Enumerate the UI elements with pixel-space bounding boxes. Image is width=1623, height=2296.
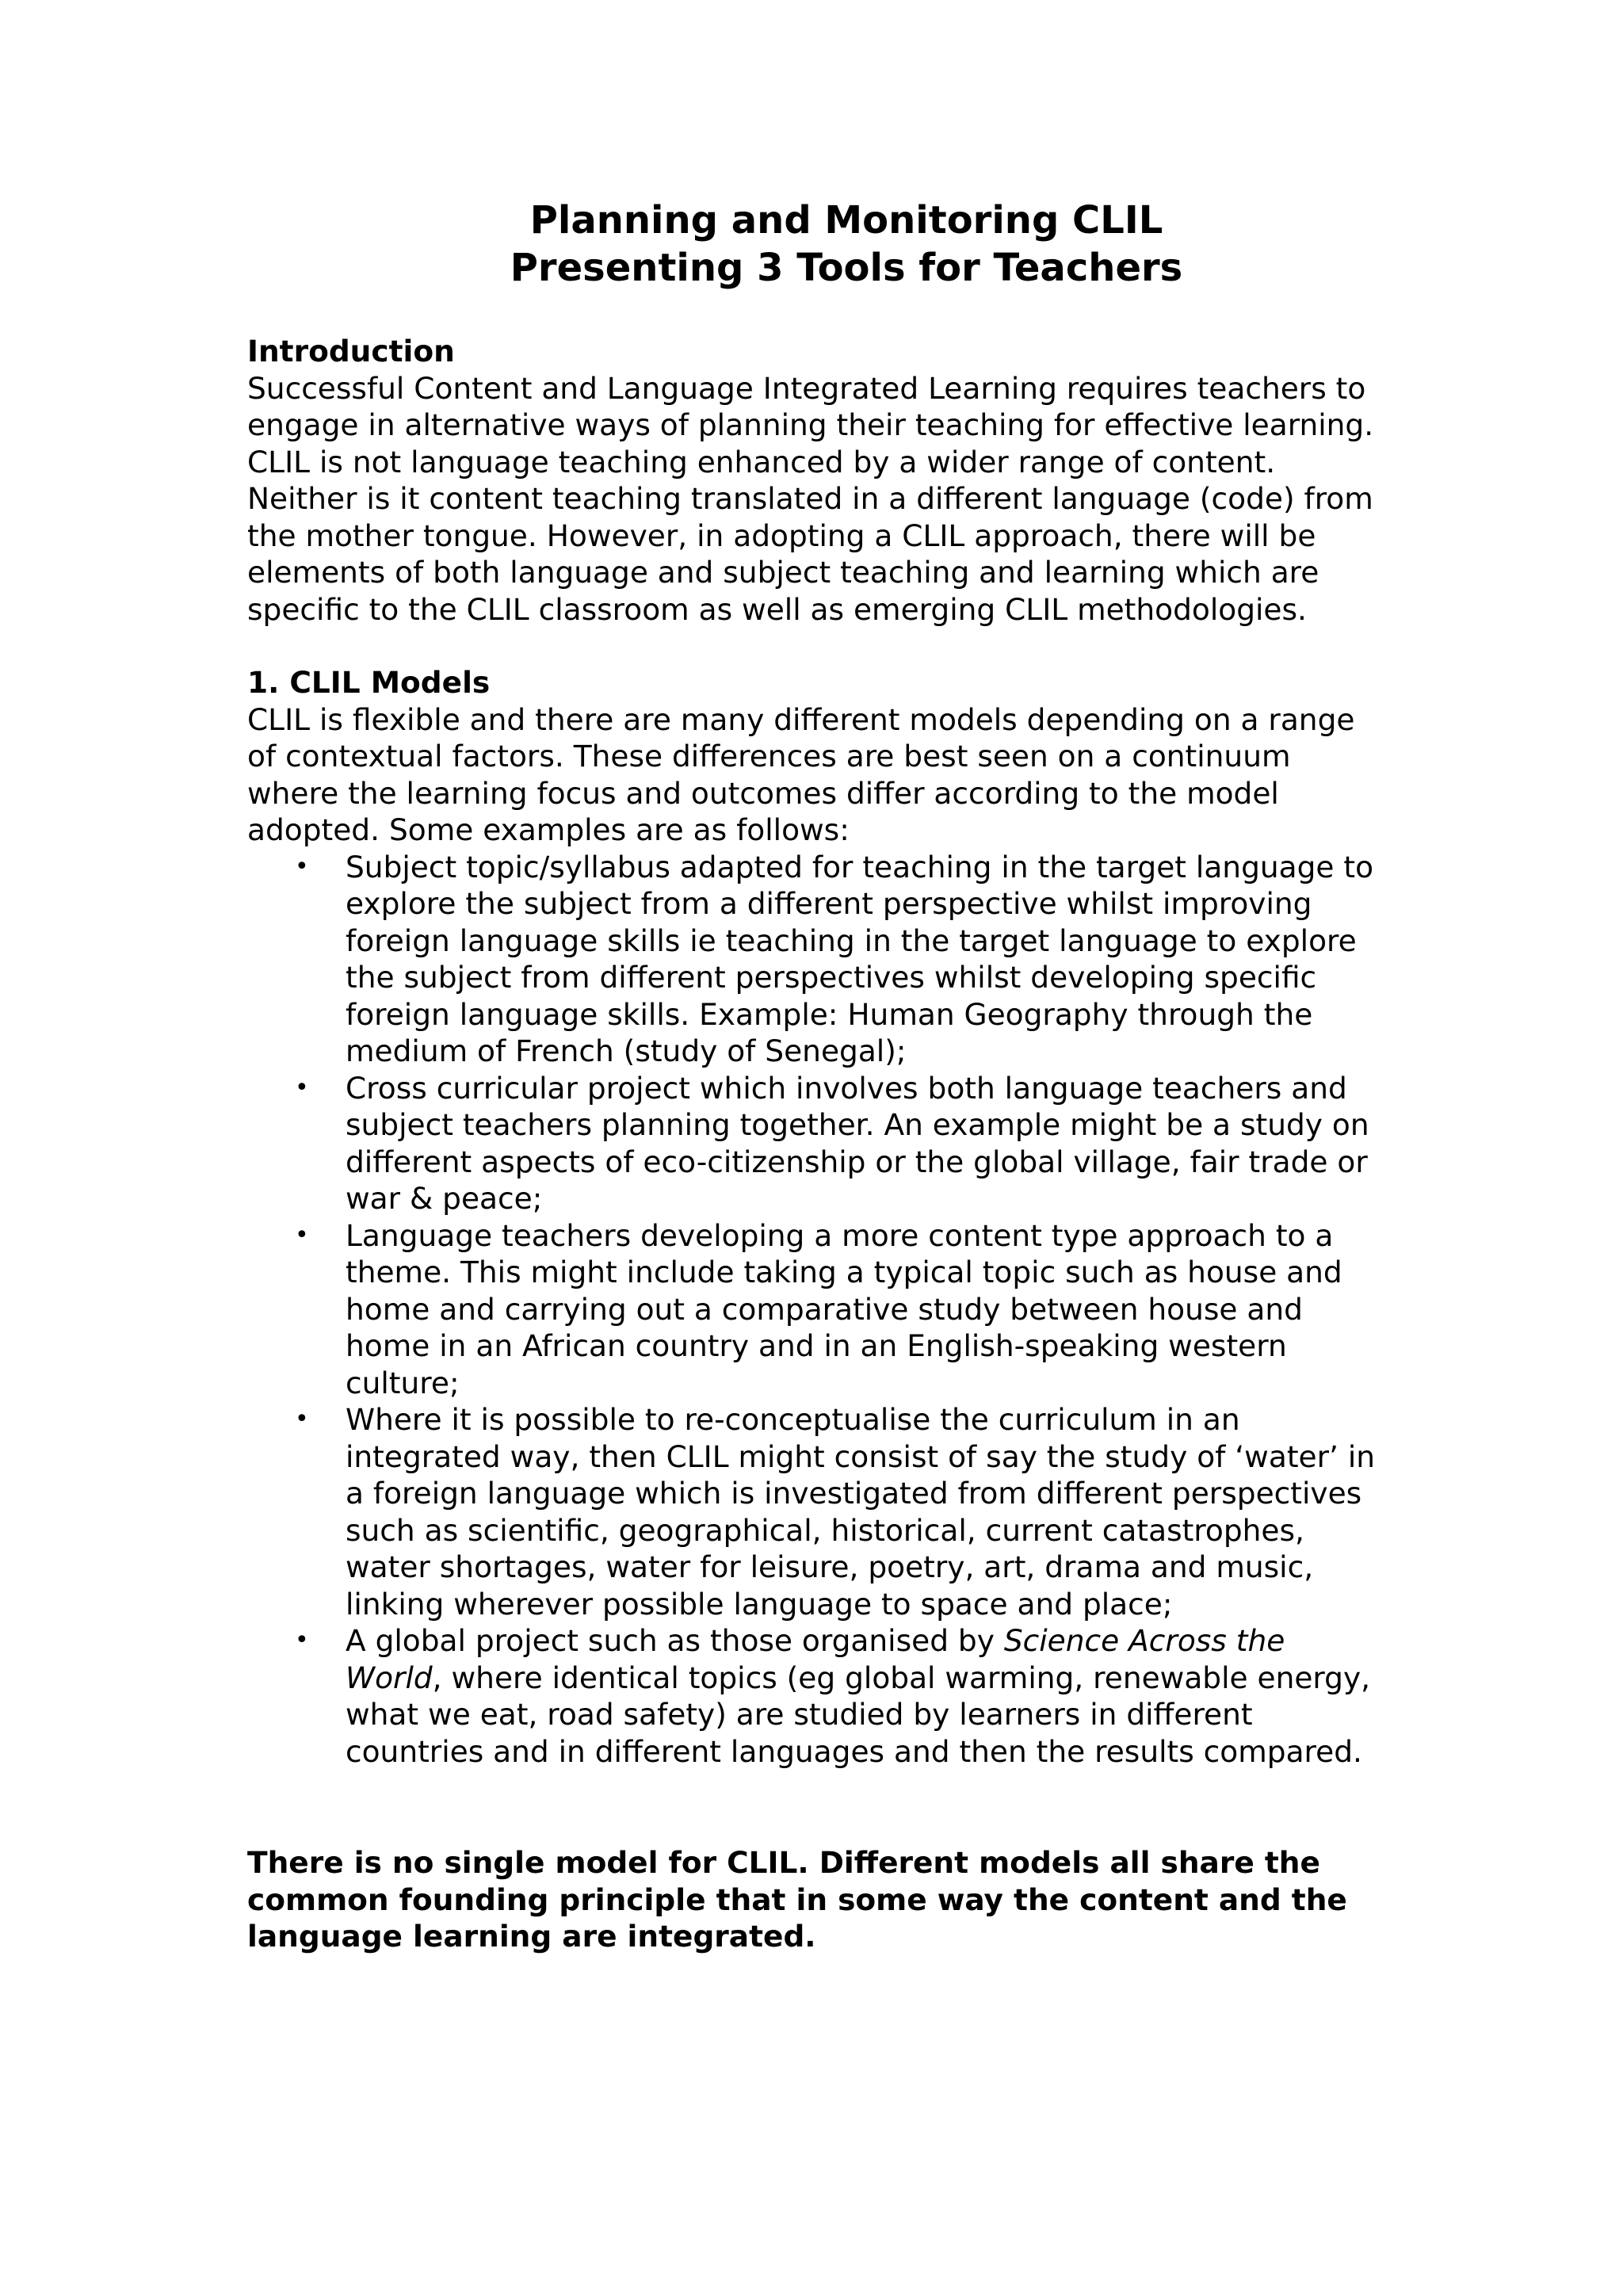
list-item	[247, 849, 1388, 1070]
clil-models-heading: 1. CLIL Models	[247, 665, 491, 700]
list-item-text: Cross curricular project which involves both language teachers and subject teachers planning together. An example might be a study on different aspects of eco-citizenship or the global village, fair trade or war & peace;	[346, 1070, 1369, 1216]
list-item-text-before: A global project such as those organised by	[346, 1623, 1004, 1658]
list-item-text: Language teachers developing a more content type approach to a theme. This might include taking a typical topic such as house and home and carrying out a comparative study between house and home in an African country and in an English-speaking western culture;	[346, 1217, 1342, 1400]
title-line-2: Presenting 3 Tools for Teachers	[510, 246, 1183, 290]
bullet-icon: •	[295, 1073, 309, 1102]
list-item	[247, 1401, 1388, 1622]
bullet-icon: •	[295, 1221, 309, 1249]
list-item-text: Subject topic/syllabus adapted for teaching in the target language to explore the subject from a different perspective whilst improving foreign language skills ie teaching in the target language to explore the subject from different perspectives whilst developing specific foreign language skills. Example: Human Geography through the medium of French (study of Senegal);	[346, 849, 1374, 1068]
list-item-text-after: , where identical topics (eg global warming, renewable energy, what we eat, road safety) are studied by learners in different countries and in different languages and then the results compared.	[346, 1660, 1371, 1769]
clil-models-intro: CLIL is flexible and there are many different models depending on a range of contextual factors. These differences are best seen on a continuum where the learning focus and outcomes differ according to the model adopted. Some examples are as follows:	[247, 701, 1355, 847]
document-page	[247, 197, 1388, 1955]
list-item	[247, 1070, 1388, 1217]
closing-statement: There is no single model for CLIL. Different models all share the common founding principle that in some way the content and the language learning are integrated.	[247, 1845, 1347, 1954]
list-item-text: Where it is possible to re-conceptualise the curriculum in an integrated way, then CLIL might consist of say the study of ‘water’ in a foreign language which is investigated from different perspectives such as scientific, geographical, historical, current catastrophes, water shortages, water for leisure, poetry, art, drama and music, linking wherever possible language to space and place;	[346, 1402, 1376, 1622]
introduction-paragraph: Successful Content and Language Integrated Learning requires teachers to engage in alternative ways of planning their teaching for effective learning. CLIL is not language teaching enhanced by a wider range of content. Neither is it content teaching translated in a different language (code) from the mother tongue. However, in adopting a CLIL approach, there will be elements of both language and subject teaching and learning which are specific to the CLIL classroom as well as emerging CLIL methodologies.	[247, 370, 1374, 627]
list-item	[247, 1622, 1388, 1770]
clil-models-list	[247, 849, 1388, 1771]
list-item	[247, 1217, 1388, 1402]
document-title	[247, 197, 1388, 292]
bullet-icon: •	[295, 1405, 309, 1433]
introduction-heading: Introduction	[247, 334, 455, 369]
publication-title: Science Across the World	[346, 1623, 1285, 1695]
bullet-icon: •	[295, 852, 309, 881]
bullet-icon: •	[295, 1626, 309, 1654]
title-line-1: Planning and Monitoring CLIL	[529, 198, 1163, 243]
